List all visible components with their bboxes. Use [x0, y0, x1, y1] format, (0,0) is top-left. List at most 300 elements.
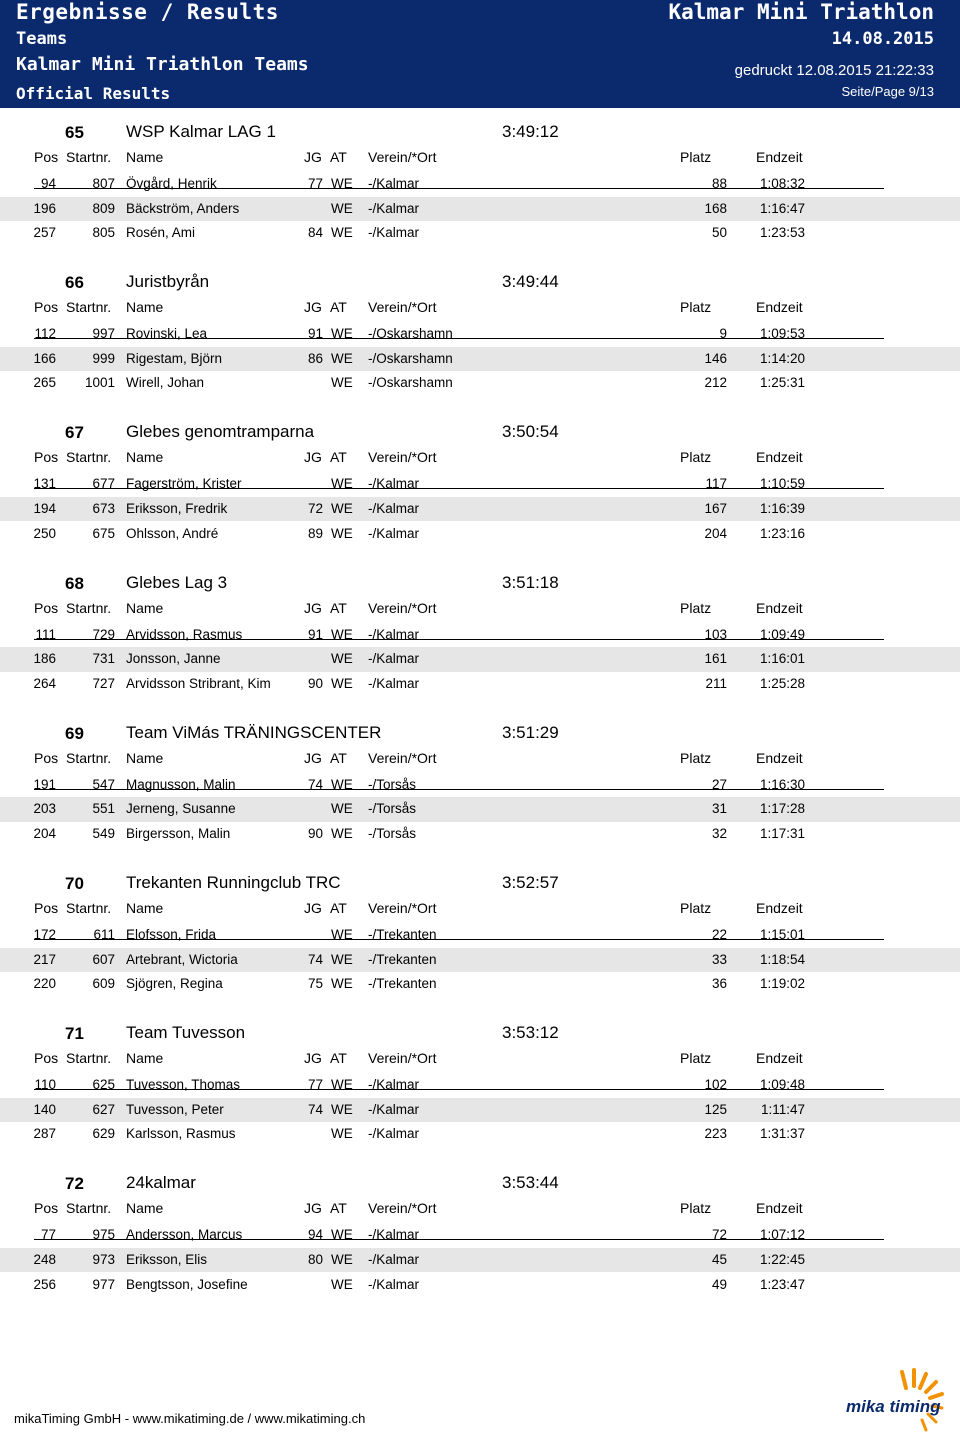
cell-verein: -/Kalmar: [368, 1276, 420, 1292]
cell-endzeit: 1:17:28: [759, 801, 805, 817]
table-row: [0, 647, 960, 672]
cell-jg: 90: [307, 825, 323, 841]
column-verein: Verein/*Ort: [368, 899, 437, 916]
column-jg: JG: [304, 899, 322, 916]
cell-platz: 102: [704, 1077, 727, 1093]
cell-jg: 86: [307, 350, 323, 366]
column-endzeit: Endzeit: [756, 749, 803, 766]
cell-endzeit: 1:18:54: [759, 951, 805, 967]
cell-pos: 196: [33, 200, 56, 216]
cell-startnr: 675: [92, 525, 115, 541]
column-header: [0, 1047, 960, 1069]
cell-at: WE: [331, 176, 353, 191]
column-platz: Platz: [680, 149, 712, 165]
cell-pos: 94: [40, 176, 56, 191]
cell-startnr: 975: [92, 1227, 115, 1243]
cell-pos: 256: [33, 1276, 56, 1292]
cell-endzeit: 1:16:39: [759, 500, 805, 516]
header-event-date: 14.08.2015: [831, 29, 934, 49]
team-number: 65: [65, 123, 84, 142]
cell-pos: 264: [33, 675, 56, 691]
cell-platz: 204: [704, 525, 727, 541]
column-jg: JG: [304, 599, 322, 616]
cell-platz: 146: [704, 350, 727, 366]
cell-startnr: 629: [92, 1126, 115, 1142]
cell-jg: 91: [307, 626, 323, 642]
team-name: Trekanten Runningclub TRC: [126, 872, 341, 892]
results-list: [0, 108, 960, 1310]
cell-endzeit: 1:16:01: [759, 651, 805, 667]
cell-verein: -/Kalmar: [368, 626, 420, 642]
column-verein: Verein/*Ort: [368, 149, 437, 165]
cell-startnr: 999: [92, 350, 115, 366]
column-platz: Platz: [680, 749, 712, 766]
cell-startnr: 731: [92, 651, 115, 667]
cell-endzeit: 1:17:31: [759, 825, 805, 841]
column-platz: Platz: [680, 449, 712, 466]
cell-endzeit: 1:07:12: [759, 1227, 805, 1243]
team-block: [0, 108, 960, 258]
header-title: Ergebnisse / Results: [16, 0, 279, 24]
cell-at: WE: [331, 626, 353, 642]
column-name: Name: [126, 599, 164, 616]
cell-name: Sjögren, Regina: [126, 976, 223, 992]
team-time: 3:53:12: [502, 1023, 559, 1043]
cell-platz: 167: [704, 500, 727, 516]
cell-name: Jonsson, Janne: [126, 651, 221, 667]
cell-at: WE: [331, 1251, 353, 1267]
cell-platz: 168: [704, 200, 727, 216]
cell-verein: -/Kalmar: [368, 476, 420, 492]
cell-startnr: 609: [92, 976, 115, 992]
cell-startnr: 627: [92, 1101, 115, 1117]
team-block: [0, 258, 960, 408]
column-pos: Pos: [34, 599, 59, 616]
cell-pos: 172: [33, 926, 56, 942]
cell-pos: 257: [33, 225, 56, 241]
cell-startnr: 809: [92, 200, 115, 216]
header-subtitle: Teams: [16, 29, 68, 49]
cell-jg: 74: [307, 776, 323, 792]
cell-platz: 45: [711, 1251, 727, 1267]
cell-name: Karlsson, Rasmus: [126, 1126, 236, 1142]
column-verein: Verein/*Ort: [368, 599, 437, 616]
cell-name: Wirell, Johan: [126, 375, 205, 391]
column-name: Name: [126, 899, 164, 916]
team-name: 24kalmar: [126, 1173, 196, 1193]
cell-name: Tuvesson, Thomas: [126, 1077, 241, 1093]
cell-pos: 166: [33, 350, 56, 366]
column-header: [0, 747, 960, 769]
column-jg: JG: [304, 1200, 322, 1217]
column-pos: Pos: [34, 149, 59, 165]
cell-name: Ohlsson, André: [126, 525, 219, 541]
footer-text: mikaTiming GmbH - www.mikatiming.de / www.mikatiming.ch: [14, 1411, 366, 1426]
cell-verein: -/Kalmar: [368, 1126, 420, 1142]
cell-pos: 191: [33, 776, 56, 792]
header-printed: gedruckt 12.08.2015 21:22:33: [734, 62, 934, 79]
cell-startnr: 977: [92, 1276, 115, 1292]
cell-endzeit: 1:09:53: [759, 326, 805, 342]
cell-verein: -/Kalmar: [368, 225, 420, 241]
column-endzeit: Endzeit: [756, 1200, 803, 1217]
team-block: [0, 1159, 960, 1309]
cell-pos: 194: [33, 500, 56, 516]
cell-startnr: 1001: [84, 375, 115, 391]
team-number: 69: [65, 723, 84, 743]
cell-jg: 94: [307, 1227, 323, 1243]
column-name: Name: [126, 749, 164, 766]
cell-at: WE: [331, 976, 353, 992]
table-row: [0, 497, 960, 522]
cell-startnr: 807: [92, 176, 115, 191]
cell-platz: 223: [704, 1126, 727, 1142]
cell-platz: 50: [711, 225, 727, 241]
cell-platz: 32: [711, 825, 727, 841]
logo-text: mika timing: [846, 1397, 941, 1416]
cell-name: Magnusson, Malin: [126, 776, 236, 792]
column-header: [0, 897, 960, 919]
cell-pos: 217: [33, 951, 56, 967]
cell-startnr: 727: [92, 675, 115, 691]
cell-endzeit: 1:23:53: [759, 225, 805, 241]
team-block: [0, 859, 960, 1009]
column-header: [0, 296, 960, 318]
cell-platz: 72: [711, 1227, 727, 1243]
cell-name: Tuvesson, Peter: [126, 1101, 224, 1117]
cell-platz: 125: [704, 1101, 727, 1117]
cell-startnr: 673: [92, 500, 115, 516]
team-name: Team Tuvesson: [126, 1023, 246, 1043]
cell-at: WE: [331, 926, 353, 942]
cell-jg: 90: [307, 675, 323, 691]
cell-platz: 31: [711, 801, 727, 817]
cell-startnr: 549: [92, 825, 115, 841]
table-row: [0, 371, 960, 396]
column-header: [0, 146, 960, 168]
cell-pos: 111: [35, 626, 56, 642]
column-at: AT: [330, 899, 347, 916]
cell-pos: 203: [33, 801, 56, 817]
cell-jg: 89: [307, 525, 323, 541]
table-row: [0, 172, 960, 197]
cell-jg: 74: [307, 951, 323, 967]
column-pos: Pos: [34, 449, 59, 466]
cell-pos: 248: [33, 1251, 56, 1267]
cell-endzeit: 1:16:47: [759, 200, 805, 216]
table-row: [0, 623, 960, 648]
team-header: [0, 871, 960, 897]
cell-platz: 49: [711, 1276, 727, 1292]
cell-verein: -/Torsås: [368, 825, 417, 841]
team-header: [0, 721, 960, 747]
cell-jg: 77: [307, 1077, 323, 1093]
cell-startnr: 973: [92, 1251, 115, 1267]
cell-verein: -/Trekanten: [368, 951, 437, 967]
table-row: [0, 1073, 960, 1098]
column-startnr: Startnr.: [66, 449, 112, 466]
cell-at: WE: [331, 525, 353, 541]
column-platz: Platz: [680, 1200, 712, 1217]
cell-platz: 33: [711, 951, 727, 967]
column-jg: JG: [304, 149, 322, 165]
cell-at: WE: [331, 200, 353, 216]
column-endzeit: Endzeit: [756, 449, 803, 466]
cell-jg: 80: [307, 1251, 323, 1267]
column-startnr: Startnr.: [66, 1200, 112, 1217]
cell-name: Eriksson, Fredrik: [126, 500, 228, 516]
header-event-name: Kalmar Mini Triathlon: [668, 0, 934, 24]
table-row: [0, 773, 960, 798]
cell-startnr: 729: [92, 626, 115, 642]
table-row: [0, 1248, 960, 1273]
mika-timing-logo: [844, 1366, 954, 1436]
cell-at: WE: [331, 651, 353, 667]
column-name: Name: [126, 1050, 164, 1067]
column-verein: Verein/*Ort: [368, 1200, 437, 1217]
column-at: AT: [330, 1050, 347, 1067]
cell-verein: -/Trekanten: [368, 926, 437, 942]
column-startnr: Startnr.: [66, 1050, 112, 1067]
cell-at: WE: [331, 225, 353, 241]
cell-verein: -/Kalmar: [368, 525, 420, 541]
cell-pos: 110: [34, 1077, 56, 1093]
cell-platz: 161: [704, 651, 727, 667]
cell-pos: 250: [33, 525, 56, 541]
table-row: [0, 822, 960, 847]
cell-name: Arvidsson Stribrant, Kim: [126, 675, 271, 691]
column-header: [0, 1197, 960, 1219]
cell-pos: 220: [33, 976, 56, 992]
cell-verein: -/Torsås: [368, 801, 417, 817]
cell-at: WE: [331, 1077, 353, 1093]
column-pos: Pos: [34, 1200, 59, 1217]
column-platz: Platz: [680, 599, 712, 616]
header-event-line: Kalmar Mini Triathlon Teams: [16, 54, 309, 75]
cell-endzeit: 1:14:20: [759, 350, 805, 366]
cell-at: WE: [331, 1101, 353, 1117]
team-number: 67: [65, 423, 84, 443]
cell-endzeit: 1:25:31: [759, 375, 805, 391]
cell-at: WE: [331, 801, 353, 817]
cell-endzeit: 1:23:16: [759, 525, 805, 541]
cell-name: Birgersson, Malin: [126, 825, 231, 841]
cell-pos: 131: [33, 476, 56, 492]
team-time: 3:51:29: [502, 722, 559, 742]
column-at: AT: [330, 449, 347, 466]
column-name: Name: [126, 299, 164, 316]
cell-platz: 212: [704, 375, 727, 391]
cell-pos: 77: [40, 1227, 56, 1243]
team-time: 3:49:12: [502, 122, 559, 141]
cell-at: WE: [331, 350, 353, 366]
cell-verein: -/Oskarshamn: [368, 375, 453, 391]
cell-verein: -/Kalmar: [368, 675, 420, 691]
cell-name: Rovinski, Lea: [126, 326, 208, 342]
cell-jg: 77: [307, 176, 323, 191]
cell-verein: -/Kalmar: [368, 500, 420, 516]
column-at: AT: [330, 749, 347, 766]
table-row: [0, 197, 960, 222]
cell-endzeit: 1:23:47: [759, 1276, 805, 1292]
cell-startnr: 611: [93, 926, 115, 942]
column-verein: Verein/*Ort: [368, 749, 437, 766]
cell-at: WE: [331, 326, 353, 342]
team-header: [0, 1171, 960, 1197]
cell-endzeit: 1:22:45: [759, 1251, 805, 1267]
column-pos: Pos: [34, 299, 59, 316]
column-header: [0, 597, 960, 619]
cell-at: WE: [331, 825, 353, 841]
header-official: Official Results: [16, 84, 171, 103]
table-row: [0, 923, 960, 948]
cell-endzeit: 1:08:32: [759, 176, 805, 191]
column-endzeit: Endzeit: [756, 599, 803, 616]
team-time: 3:53:44: [502, 1173, 559, 1193]
cell-endzeit: 1:10:59: [759, 476, 805, 492]
cell-jg: 74: [307, 1101, 323, 1117]
cell-name: Eriksson, Elis: [126, 1251, 208, 1267]
column-jg: JG: [304, 449, 322, 466]
cell-pos: 186: [33, 651, 56, 667]
cell-endzeit: 1:11:47: [760, 1101, 805, 1117]
column-startnr: Startnr.: [66, 299, 112, 316]
table-row: [0, 972, 960, 997]
team-block: [0, 1009, 960, 1159]
team-time: 3:52:57: [502, 872, 559, 892]
team-time: 3:51:18: [502, 572, 559, 592]
column-jg: JG: [304, 749, 322, 766]
column-at: AT: [330, 299, 347, 316]
cell-pos: 287: [33, 1126, 56, 1142]
cell-platz: 103: [704, 626, 727, 642]
cell-jg: 91: [307, 326, 323, 342]
team-block: [0, 559, 960, 709]
column-platz: Platz: [680, 299, 712, 316]
cell-platz: 22: [711, 926, 727, 942]
cell-verein: -/Oskarshamn: [368, 326, 453, 342]
column-name: Name: [126, 1200, 164, 1217]
cell-startnr: 607: [92, 951, 115, 967]
team-block: [0, 408, 960, 558]
cell-name: Artebrant, Wictoria: [126, 951, 238, 967]
cell-startnr: 625: [92, 1077, 115, 1093]
cell-name: Elofsson, Frida: [126, 926, 217, 942]
table-row: [0, 797, 960, 822]
team-header: [0, 420, 960, 446]
column-endzeit: Endzeit: [756, 1050, 803, 1067]
cell-name: Jerneng, Susanne: [126, 801, 236, 817]
cell-verein: -/Trekanten: [368, 976, 437, 992]
column-name: Name: [126, 149, 164, 165]
team-header: [0, 270, 960, 296]
team-name: Glebes Lag 3: [126, 572, 228, 592]
column-pos: Pos: [34, 749, 59, 766]
cell-verein: -/Kalmar: [368, 200, 420, 216]
table-row: [0, 522, 960, 547]
cell-endzeit: 1:15:01: [759, 926, 805, 942]
cell-at: WE: [331, 1126, 353, 1142]
cell-startnr: 551: [92, 801, 115, 817]
column-verein: Verein/*Ort: [368, 299, 437, 316]
cell-startnr: 677: [92, 476, 115, 492]
cell-verein: -/Torsås: [368, 776, 417, 792]
table-row: [0, 1098, 960, 1123]
column-startnr: Startnr.: [66, 749, 112, 766]
cell-platz: 88: [711, 176, 727, 191]
cell-name: Rigestam, Björn: [126, 350, 223, 366]
table-row: [0, 1273, 960, 1298]
column-verein: Verein/*Ort: [368, 449, 437, 466]
column-verein: Verein/*Ort: [368, 1050, 437, 1067]
table-row: [0, 1223, 960, 1248]
team-number: 72: [65, 1174, 84, 1194]
cell-at: WE: [331, 951, 353, 967]
cell-endzeit: 1:16:30: [759, 776, 805, 792]
team-time: 3:50:54: [502, 422, 559, 442]
team-time: 3:49:44: [502, 272, 559, 292]
column-startnr: Startnr.: [66, 599, 112, 616]
team-number: 66: [65, 273, 84, 293]
cell-endzeit: 1:09:49: [759, 626, 805, 642]
cell-endzeit: 1:19:02: [759, 976, 805, 992]
cell-platz: 117: [705, 476, 727, 492]
cell-pos: 112: [34, 326, 56, 342]
cell-startnr: 547: [92, 776, 115, 792]
column-endzeit: Endzeit: [756, 149, 803, 165]
cell-name: Fagerström, Krister: [126, 476, 242, 492]
cell-name: Andersson, Marcus: [126, 1227, 243, 1243]
cell-pos: 140: [33, 1101, 56, 1117]
team-name: Juristbyrån: [126, 272, 210, 292]
team-header: [0, 571, 960, 597]
cell-verein: -/Kalmar: [368, 1077, 420, 1093]
cell-name: Rosén, Ami: [126, 225, 196, 241]
header-page: Seite/Page 9/13: [841, 84, 934, 99]
table-row: [0, 347, 960, 372]
column-platz: Platz: [680, 899, 712, 916]
cell-platz: 211: [705, 675, 727, 691]
table-row: [0, 1122, 960, 1147]
cell-pos: 265: [33, 375, 56, 391]
cell-at: WE: [331, 776, 353, 792]
column-endzeit: Endzeit: [756, 899, 803, 916]
table-row: [0, 221, 960, 246]
column-startnr: Startnr.: [66, 149, 112, 165]
column-at: AT: [330, 1200, 347, 1217]
team-number: 70: [65, 873, 84, 893]
cell-pos: 204: [33, 825, 56, 841]
cell-jg: 72: [307, 500, 323, 516]
table-row: [0, 322, 960, 347]
column-header: [0, 446, 960, 468]
column-jg: JG: [304, 1050, 322, 1067]
table-row: [0, 948, 960, 973]
column-at: AT: [330, 149, 347, 165]
cell-endzeit: 1:31:37: [759, 1126, 805, 1142]
cell-jg: 75: [307, 976, 323, 992]
cell-platz: 9: [719, 326, 727, 342]
cell-verein: -/Kalmar: [368, 651, 420, 667]
column-at: AT: [330, 599, 347, 616]
cell-jg: 84: [307, 225, 323, 241]
column-platz: Platz: [680, 1050, 712, 1067]
cell-at: WE: [331, 476, 353, 492]
cell-at: WE: [331, 675, 353, 691]
cell-verein: -/Kalmar: [368, 1251, 420, 1267]
cell-name: Bengtsson, Josefine: [126, 1276, 248, 1292]
team-name: Glebes genomtramparna: [126, 422, 315, 442]
